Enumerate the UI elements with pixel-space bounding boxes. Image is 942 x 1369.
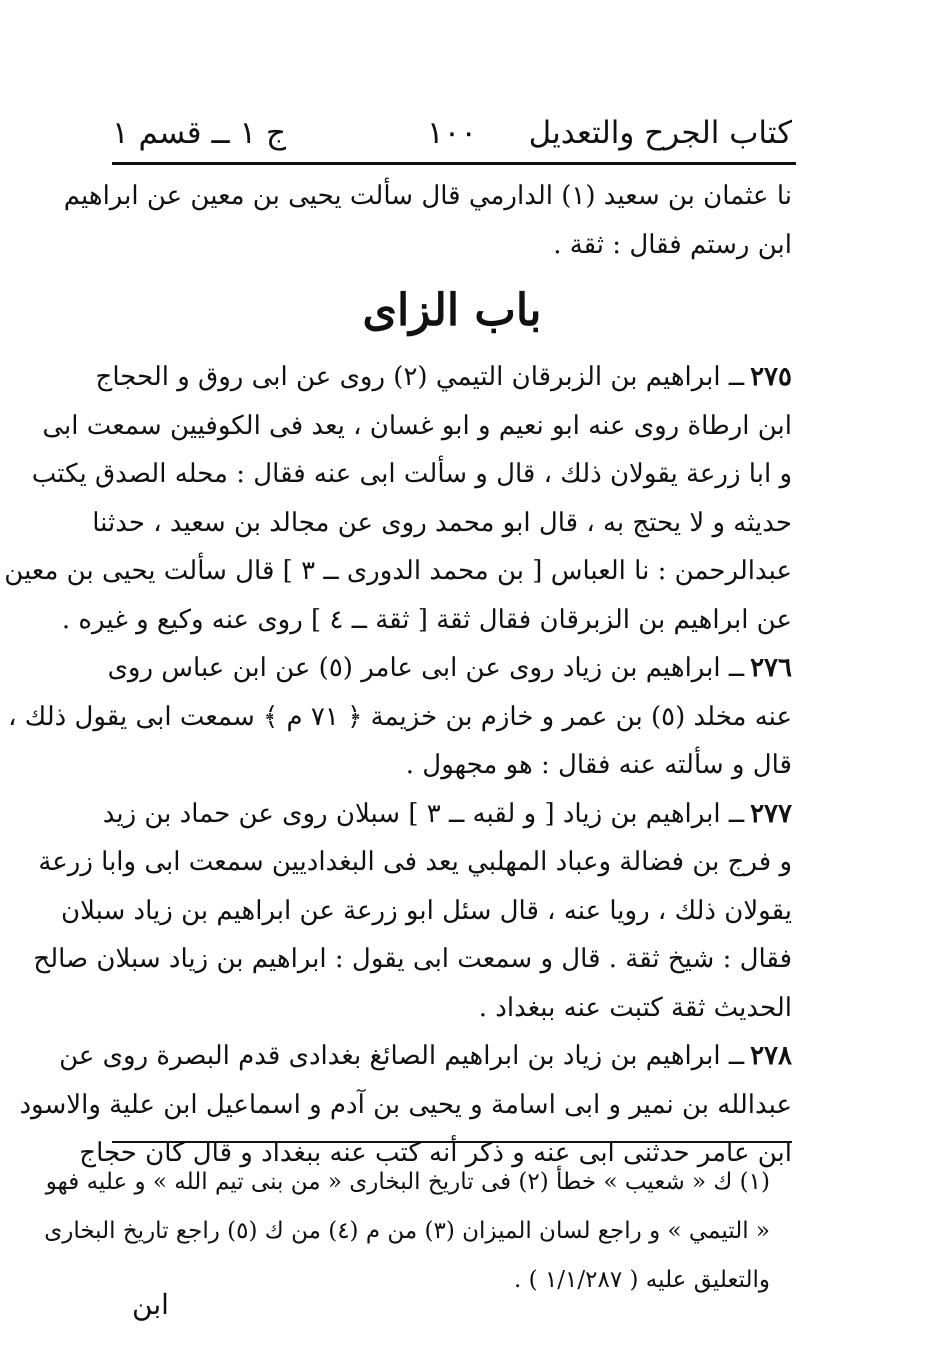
text-line: ابن ارطاة روى عنه ابو نعيم و ابو غسان ، يعد فى الكوفيين سمعت ابى [42, 410, 792, 441]
text-line: نا عثمان بن سعيد (١) الدارمي قال سألت يحيى بن معين عن ابراهيم [63, 181, 792, 211]
footnote-rule [112, 1141, 792, 1143]
footnotes [44, 1158, 770, 1305]
page-header [112, 108, 792, 158]
entry-276 [8, 644, 792, 790]
footnote-line: (١) ك « شعيب » خطأ (٢) فى تاريخ البخارى « من بنى تيم الله » و عليه فهو [45, 1169, 770, 1195]
entry-number: ٢٧٨ [750, 1041, 792, 1071]
entry-number: ٢٧٦ [750, 653, 792, 683]
text-line: يقولان ذلك ، رويا عنه ، قال سئل ابو زرعة عن ابراهيم بن زياد سبلان [61, 895, 792, 926]
text-line: ابن رستم فقال : ثقة . [553, 229, 792, 260]
intro-paragraph [63, 172, 792, 269]
footnote-line: والتعليق عليه ( ١/١/٢٨٧ ) . [514, 1267, 770, 1293]
text-line: و فرج بن فضالة وعباد المهلبي يعد فى البغداديين سمعت ابى وابا زرعة [38, 847, 792, 877]
volume-label: ج ١ ــ قسم ١ [112, 115, 287, 151]
text-segment: ــ ابراهيم بن زياد [ و لقبه ــ ٣ ] سبلان روى عن حماد بن زيد [102, 798, 745, 829]
entry-278 [19, 1032, 792, 1178]
text-segment: ــ ابراهيم بن الزبرقان التيمي (٢) روى عن ابى روق و الحجاج [95, 362, 745, 392]
text-line [59, 1032, 792, 1081]
text-line: عنه مخلد (٥) بن عمر و خازم بن خزيمة ﴿ ٧١ م ﴾ سمعت ابى يقول ذلك ، [8, 701, 792, 732]
header-rule [112, 162, 796, 165]
text-line: ابن عامر حدثنى ابى عنه و ذكر أنه كتب عنه ببغداد و قال كان حجاج [79, 1138, 792, 1168]
text-line: عن ابراهيم بن الزبرقان فقال ثقة [ ثقة ــ ٤ ] روى عنه وكيع و غيره . [61, 604, 792, 635]
text-line [95, 353, 792, 402]
entry-277 [33, 790, 792, 1033]
footnote-line: « التيمي » و راجع لسان الميزان (٣) من م (٤) من ك (٥) راجع تاريخ البخارى [44, 1218, 770, 1244]
text-line [102, 790, 792, 839]
entry-number: ٢٧٧ [750, 798, 792, 829]
page-number: ١٠٠ [427, 115, 477, 151]
text-line: عبدالله بن نمير و ابى اسامة و يحيى بن آدم و اسماعيل ابن علية والاسود [19, 1089, 792, 1120]
text-segment: ــ ابراهيم بن زياد روى عن ابى عامر (٥) عن ابن عباس روى [107, 653, 745, 683]
text-line: حديثه و لا يحتج به ، قال ابو محمد روى عن مجالد بن سعيد ، حدثنا [92, 507, 792, 538]
entry-number: ٢٧٥ [750, 362, 792, 392]
catchword: ابن [132, 1288, 169, 1321]
text-line: فقال : شيخ ثقة . قال و سمعت ابى يقول : ابراهيم بن زياد سبلان صالح [33, 944, 792, 974]
text-line: الحديث ثقة كتبت عنه ببغداد . [478, 992, 792, 1023]
text-segment: ــ ابراهيم بن زياد بن ابراهيم الصائغ بغدادى قدم البصرة روى عن [59, 1041, 745, 1071]
main-text [4, 172, 792, 1178]
book-title: كتاب الجرح والتعديل [528, 115, 792, 151]
text-line: عبدالرحمن : نا العباس [ بن محمد الدورى ــ ٣ ] قال سألت يحيى بن معين [4, 556, 792, 586]
entry-275 [4, 353, 792, 644]
chapter-title: باب الزاى [362, 285, 542, 336]
text-line [107, 644, 792, 693]
text-line: قال و سألته عنه فقال : هو مجهول . [405, 750, 792, 780]
text-line: و ابا زرعة يقولان ذلك ، قال و سألت ابى عنه فقال : محله الصدق يكتب [31, 459, 792, 489]
